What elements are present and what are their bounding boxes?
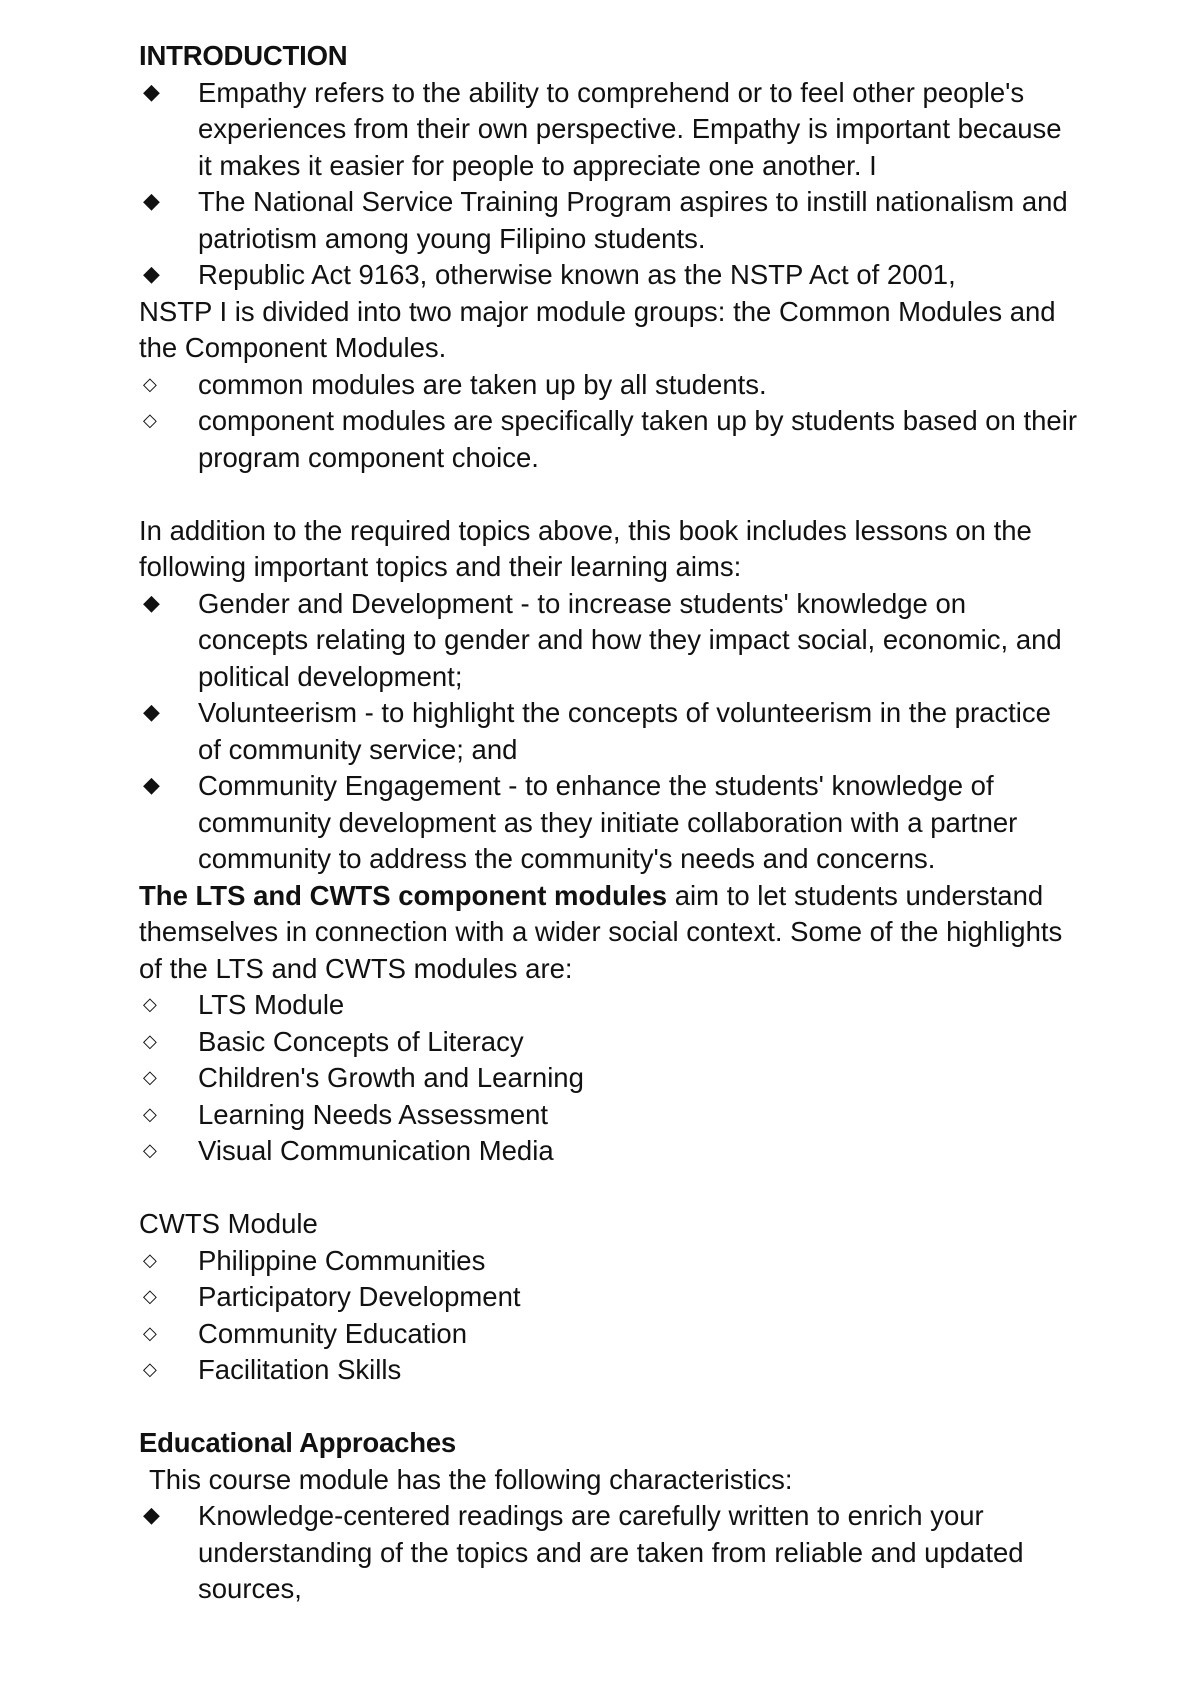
document-page [139, 38, 1079, 1608]
black-diamond-bullet-icon: ◆ [143, 700, 160, 725]
lts-list-item: ◇ LTS Module [139, 987, 1079, 1024]
white-diamond-bullet-icon: ◇ [143, 1030, 157, 1052]
white-diamond-bullet-icon: ◇ [143, 1249, 157, 1271]
topics-lead-paragraph: In addition to the required topics above, this book includes lessons on the following important topics and their learning aims: [139, 514, 1032, 582]
lts-cwts-paragraph [139, 878, 1079, 988]
lts-list-item: ◇ Learning Needs Assessment [139, 1097, 1079, 1134]
topics-item-gender: ◆ Gender and Development - to increase students' knowledge on concepts relating to gender and how they impact social, economic, and political development; [143, 587, 1062, 692]
lts-list-item: ◇ Basic Concepts of Literacy [139, 1024, 1079, 1061]
topics-item-volunteerism: ◆ Volunteerism - to highlight the concepts of volunteerism in the practice of community service; and [143, 697, 1051, 765]
white-diamond-bullet-icon: ◇ [143, 373, 157, 395]
black-diamond-bullet-icon: ◆ [143, 189, 160, 214]
intro-item-republic-act: ◆ Republic Act 9163, otherwise known as the NSTP Act of 2001, NSTP I is divided into two major module groups: the Common Modules and the Component Modules. [139, 257, 1079, 367]
republic-act-continuation: NSTP I is divided into two major module groups: the Common Modules and the Component Modules. [139, 295, 1056, 363]
white-diamond-bullet-icon: ◇ [143, 994, 157, 1015]
intro-subitem-component: ◇ component modules are specifically taken up by students based on their program component choice. [143, 405, 1077, 473]
lts-cwts-bold-lead: The LTS and CWTS component modules [139, 879, 668, 911]
lts-cwts-text: aim to let students understand themselves in connection with a wider social context. Some of the highlights of the LTS and CWTS modules are: [139, 879, 1063, 984]
topics-item-community-engagement: ◆ Community Engagement - to enhance the students' knowledge of community development as they initiate collaboration with a partner community to address the community's needs and concerns. [143, 770, 1018, 874]
white-diamond-bullet-icon: ◇ [143, 1067, 157, 1088]
black-diamond-bullet-icon: ◆ [143, 590, 160, 616]
white-diamond-bullet-icon: ◇ [143, 1103, 157, 1125]
black-diamond-bullet-icon: ◆ [143, 79, 160, 105]
cwts-list-item: ◇ Philippine Communities [139, 1243, 1079, 1280]
approaches-item-knowledge: ◆ Knowledge-centered readings are carefully written to enrich your understanding of the topics and are taken from reliable and updated sources, [143, 1500, 1024, 1604]
lts-list-item: ◇ Visual Communication Media [139, 1133, 1079, 1170]
cwts-list-item: ◇ Community Education [139, 1316, 1079, 1353]
white-diamond-bullet-icon: ◇ [143, 1359, 157, 1380]
black-diamond-bullet-icon: ◆ [143, 1503, 160, 1528]
black-diamond-bullet-icon: ◆ [143, 262, 160, 287]
educational-approaches-heading: Educational Approaches [139, 1427, 457, 1458]
cwts-module-heading: CWTS Module [139, 1208, 318, 1239]
lts-list-item: ◇ Children's Growth and Learning [139, 1060, 1079, 1097]
black-diamond-bullet-icon: ◆ [143, 773, 160, 798]
cwts-list-item: ◇ Facilitation Skills [139, 1352, 1079, 1389]
cwts-list-item: ◇ Participatory Development [139, 1279, 1079, 1316]
introduction-heading: INTRODUCTION [139, 40, 348, 71]
white-diamond-bullet-icon: ◇ [143, 1322, 157, 1344]
intro-subitem-common: ◇ common modules are taken up by all students. [139, 367, 1079, 404]
white-diamond-bullet-icon: ◇ [143, 1286, 157, 1307]
white-diamond-bullet-icon: ◇ [143, 1140, 157, 1161]
approaches-lead: This course module has the following characteristics: [149, 1463, 793, 1495]
intro-item-empathy: ◆ Empathy refers to the ability to comprehend or to feel other people's experiences from their own perspective. Empathy is important because it makes it easier for people to appreciate one another. I [143, 76, 1062, 181]
intro-item-nstp: ◆ The National Service Training Program aspires to instill nationalism and patriotism among young Filipino students. [143, 186, 1068, 254]
white-diamond-bullet-icon: ◇ [143, 410, 157, 431]
